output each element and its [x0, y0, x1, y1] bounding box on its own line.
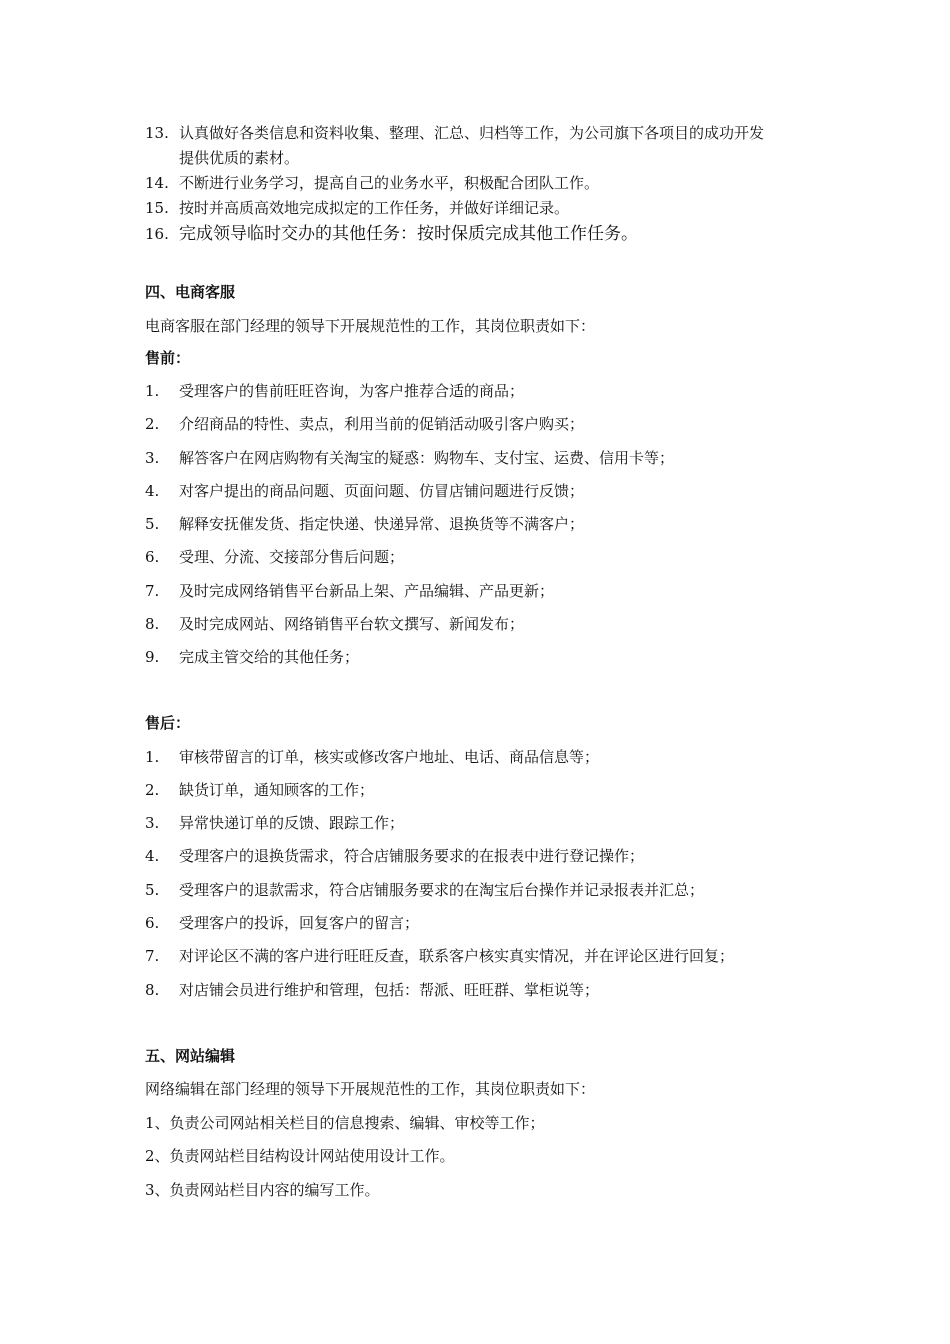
list-text: 及时完成网站、网络销售平台软文撰写、新闻发布； — [179, 615, 525, 633]
list-item-continuation: 提供优质的素材。 — [179, 149, 300, 167]
list-text: 解释安抚催发货、指定快递、快递异常、退换货等不满客户； — [179, 515, 585, 533]
aftersale-item — [145, 880, 704, 900]
section-5-intro: 网络编辑在部门经理的领导下开展规范性的工作，其岗位职责如下： — [145, 1080, 596, 1098]
list-number: 6. — [145, 914, 160, 932]
list-number: 7. — [145, 582, 160, 600]
list-text: 受理客户的退款需求，符合店铺服务要求的在淘宝后台操作并记录报表并汇总； — [179, 881, 705, 899]
list-number: 3. — [145, 814, 160, 832]
presale-item — [145, 614, 524, 634]
aftersale-item — [145, 913, 419, 933]
presale-item — [145, 647, 359, 667]
list-text: 介绍商品的特性、卖点，利用当前的促销活动吸引客户购买； — [179, 415, 585, 433]
list-text: 完成主管交给的其他任务； — [179, 648, 360, 666]
presale-item — [145, 414, 584, 434]
list-item — [145, 198, 569, 218]
list-number: 2. — [145, 415, 160, 433]
aftersale-title: 售后： — [145, 714, 191, 732]
presale-item — [145, 381, 524, 401]
list-number: 5. — [145, 515, 160, 533]
section-4-title: 四、电商客服 — [145, 283, 236, 301]
list-text: 受理客户的投诉，回复客户的留言； — [179, 914, 420, 932]
section-4-intro: 电商客服在部门经理的领导下开展规范性的工作，其岗位职责如下： — [145, 317, 596, 335]
section-5-title: 五、网站编辑 — [145, 1047, 236, 1065]
section-5-item: 1、负责公司网站相关栏目的信息搜索、编辑、审校等工作； — [145, 1114, 545, 1132]
presale-item — [145, 481, 584, 501]
list-number: 6. — [145, 548, 160, 566]
list-text: 受理、分流、交接部分售后问题； — [179, 548, 405, 566]
aftersale-item — [145, 813, 404, 833]
aftersale-item — [145, 980, 599, 1000]
list-text: 认真做好各类信息和资料收集、整理、汇总、归档等工作，为公司旗下各项目的成功开发 — [179, 124, 765, 142]
list-number: 16. — [145, 225, 169, 243]
section-5-item: 2、负责网站栏目结构设计网站使用设计工作。 — [145, 1147, 455, 1165]
presale-item — [145, 581, 554, 601]
list-text: 解答客户在网店购物有关淘宝的疑惑：购物车、支付宝、运费、信用卡等； — [179, 449, 675, 467]
list-number: 2. — [145, 781, 160, 799]
aftersale-item — [145, 846, 644, 866]
aftersale-item — [145, 747, 599, 767]
section-5-item: 3、负责网站栏目内容的编写工作。 — [145, 1181, 380, 1199]
list-number: 4. — [145, 482, 160, 500]
aftersale-item — [145, 780, 374, 800]
list-number: 1. — [145, 748, 160, 766]
presale-item — [145, 448, 674, 468]
list-text: 完成领导临时交办的其他任务：按时保质完成其他工作任务。 — [179, 224, 638, 244]
list-item — [145, 173, 599, 193]
list-number: 1. — [145, 382, 160, 400]
list-text: 受理客户的售前旺旺咨询，为客户推荐合适的商品； — [179, 382, 525, 400]
list-number: 7. — [145, 947, 160, 965]
list-text: 对评论区不满的客户进行旺旺反查，联系客户核实真实情况，并在评论区进行回复； — [179, 947, 735, 965]
list-item — [145, 123, 764, 143]
list-number: 15. — [145, 199, 169, 217]
list-number: 13. — [145, 124, 169, 142]
list-text: 异常快递订单的反馈、跟踪工作； — [179, 814, 405, 832]
list-text: 不断进行业务学习，提高自己的业务水平，积极配合团队工作。 — [179, 174, 600, 192]
list-number: 8. — [145, 981, 160, 999]
list-number: 5. — [145, 881, 160, 899]
list-text: 受理客户的退换货需求，符合店铺服务要求的在报表中进行登记操作； — [179, 847, 645, 865]
presale-item — [145, 514, 584, 534]
presale-item — [145, 547, 404, 567]
list-text: 对店铺会员进行维护和管理，包括：帮派、旺旺群、掌柜说等； — [179, 981, 600, 999]
list-number: 3. — [145, 449, 160, 467]
aftersale-item — [145, 946, 734, 966]
list-number: 4. — [145, 847, 160, 865]
list-number: 8. — [145, 615, 160, 633]
list-text: 对客户提出的商品问题、页面问题、仿冒店铺问题进行反馈； — [179, 482, 585, 500]
presale-title: 售前： — [145, 349, 191, 367]
list-item — [145, 224, 638, 244]
list-text: 缺货订单，通知顾客的工作； — [179, 781, 375, 799]
list-text: 审核带留言的订单，核实或修改客户地址、电话、商品信息等； — [179, 748, 600, 766]
list-number: 9. — [145, 648, 160, 666]
list-number: 14. — [145, 174, 169, 192]
list-text: 及时完成网络销售平台新品上架、产品编辑、产品更新； — [179, 582, 555, 600]
list-text: 按时并高质高效地完成拟定的工作任务，并做好详细记录。 — [179, 199, 570, 217]
